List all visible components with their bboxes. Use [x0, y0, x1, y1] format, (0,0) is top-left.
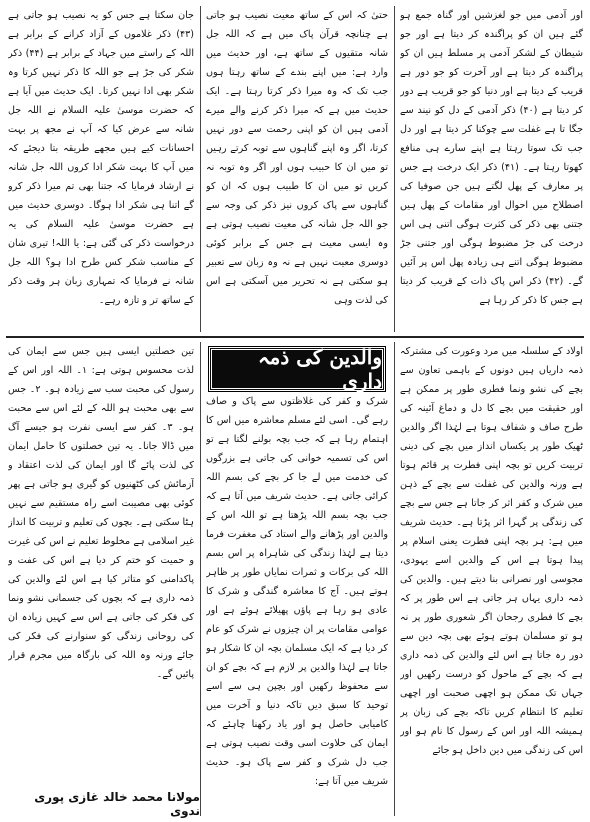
author-byline: مولانا محمد خالد غازی پوری ندوی — [34, 790, 200, 818]
bottom-column-left — [8, 342, 194, 786]
top-column-right — [400, 6, 583, 332]
bottom-column-middle — [206, 392, 388, 816]
top-column-middle — [206, 6, 388, 332]
column-divider — [200, 342, 201, 816]
top-column-middle-text: حتیٰ کہ اس کے ساتھ معیت نصیب ہو جاتی ہے چنانچہ قرآن پاک میں ہے کہ اللہ جل شانہ متقیوں کے ساتھ ہے، اور حدیث میں وارد ہے: میں اپنے بندے کے ساتھ رہتا ہوں جب تک کہ وہ میرا ذکر کرتا رہتا ہے۔ ایک حدیث میں ہے کہ میرا ذکر کرنے والے میرے آدمی ہیں ان کو اپنی رحمت سے دور نہیں کرتا، اگر وہ اپنے گناہوں سے توبہ کرتے رہیں تو میں ان کا حبیب ہوں اور اگر وہ توبہ نہ کریں تو میں ان کا طبیب ہوں کہ ان کو گناہوں سے پاک کروں نیز ذکر کی وجہ سے جو اللہ جل شانہ کی معیت نصیب ہوتی ہے وہ ایسی معیت ہے جس کے برابر کوئی دوسری معیت نہیں ہے نہ وہ زبان سے تعبیر ہو سکتی ہے نہ تحریر میں آسکتی ہے اس کی لذت وہی — [206, 10, 388, 306]
article-separator — [6, 336, 584, 338]
bottom-column-middle-text: شرک و کفر کی غلاظتوں سے پاک و صاف رہے گی۔ اسی لئے مسلم معاشرہ میں اس کا اہتمام رہا ہے کہ جب بچہ بولنے لگتا ہے تو اس کی تسمیہ خوانی کی جاتی ہے بزرگوں کی خدمت میں لے جا کر بچے کی بسم اللہ کرائی جاتی ہے۔ حدیث شریف میں آتا ہے کہ جب بچہ بسم اللہ پڑھتا ہے تو اللہ اس کے والدین اور پڑھانے والے استاد کی مغفرت فرما دیتا ہے لہٰذا زندگی کی شاہراہ پر اس بسم اللہ کی برکات و ثمرات نمایاں طور پر ظاہر ہوتے ہیں۔ آج کا معاشرہ گندگی و شرک کا عادی ہو رہا ہے پاؤں پھیلائے ہوئے ہے اور عوامی مقامات پر ان چیزوں نے شرک کو عام کر دیا ہے کہ ایک مسلمان بچہ ان کا شکار ہو جاتا ہے لہٰذا والدین پر لازم ہے کہ بچے کو ان سے محفوظ رکھیں اور بچپن ہی سے اسے توحید کا سبق دیں تاکہ دنیا و آخرت میں کامیابی حاصل ہو اور یاد رکھنا چاہئے کہ ایمان کی حلاوت اسی وقت نصیب ہوتی ہے جب دل شرک و کفر سے پاک ہو۔ حدیث شریف میں آتا ہے: — [206, 396, 388, 787]
column-divider — [394, 6, 395, 332]
bottom-column-left-text: تین خصلتیں ایسی ہیں جس سے ایمان کی لذت محسوس ہوتی ہے: ۱۔ اللہ اور اس کے رسول کی محبت سب سے زیادہ ہو۔ ۲۔ جس سے بھی محبت ہو اللہ کے لئے اس سے محبت ہو۔ ۳۔ کفر سے ایسی نفرت ہو جیسے آگ میں ڈالا جانا۔ یہ تین خصلتوں کا حامل ایمان کی لذت پائے گا اور ایمان کی لذت اعتقاد و آزمائش کی کٹھنیوں کو گیری ہو جاتی ہے پھر کوئی بھی مصیبت اسے راہ مستقیم سے نہیں ہٹا سکتی ہے۔ بچوں کی تعلیم و تربیت کا انداز غیر اسلامی ہے مخلوط تعلیم نے اس کی غیرت و حمیت کو ختم کر دیا ہے اس کی عفت و پاکدامنی کو متاثر کیا ہے اس لئے والدین کی ذمہ داری ہے کہ بچوں کی جسمانی نشو ونما کی فکر کی جاتی ہے اس سے کہیں زیادہ ان کی روحانی زندگی کو سنوارنے کی فکر کی جائے ورنہ وہ اللہ کی بارگاہ میں مجرم قرار پائیں گے۔ — [8, 346, 194, 680]
top-column-left-text: جان سکتا ہے جس کو یہ نصیب ہو جاتی ہے (۴۳) ذکر غلاموں کے آزاد کرانے کے برابر ہے اللہ کے راستے میں جہاد کے برابر ہے (۴۴) ذکر شکر کی جڑ ہے جو اللہ کا ذکر نہیں کرتا وہ شکر بھی ادا نہیں کرتا۔ ایک حدیث میں آیا ہے کہ حضرت موسیٰ علیہ السلام نے اللہ جل شانہ سے عرض کیا کہ آپ نے مجھ پر بہت احسانات کیے ہیں مجھے طریقہ بتا دیجئے کہ میں آپ کا بہت شکر ادا کروں اللہ جل شانہ نے ارشاد فرمایا کہ جتنا بھی تم میرا ذکر کرو گے اتنا ہی شکر ادا ہوگا۔ دوسری حدیث میں ہے حضرت موسیٰ علیہ السلام کی یہ درخواست ذکر کی گئی ہے: یا اللہ! تیری شان کے مناسب شکر کس طرح ادا ہو؟ اللہ جل شانہ نے فرمایا کہ تمہاری زبان ہر وقت ذکر کے ساتھ تر و تازہ رہے۔ — [8, 10, 194, 306]
column-divider — [394, 342, 395, 816]
top-column-left — [8, 6, 194, 332]
article-title: والدین کی ذمہ داری — [257, 345, 382, 393]
bottom-column-right-text: اولاد کے سلسلہ میں مرد وعورت کی مشترکہ ذمہ داریاں ہیں دونوں کے باہمی تعاون سے بچے کی نشو ونما فطری طور پر ممکن ہے اور حقیقت میں بچے کا دل و دماغ آئینہ کی طرح صاف و شفاف ہوتا ہے لہٰذا اگر والدین ٹھیک طور پر یکساں انداز میں بچے کی دینی تربیت کریں تو بچہ اپنی فطرت پر قائم ہوتا ہے ورنہ والدین کی غفلت سے بچے کے ذہن میں شرک و کفر اثر کر جاتا ہے جس سے بچے کی زندگی پر گہرا اثر پڑتا ہے۔ حدیث شریف میں ہے: ہر بچہ اپنی فطرت یعنی اسلام پر پیدا ہوتا ہے اس کے والدین اسے یہودی، مجوسی اور نصرانی بنا دیتے ہیں۔ والدین کی ذمہ داری یہاں ہر جاتی ہے اس طور پر کہ بچے کا فطری رجحان اگر شعوری طور پر نہ ہو تو مسلمان ہوتے ہوئے بھی بچہ دین سے دور رہ جاتا ہے اس لئے والدین کی ذمہ داری ہے کہ بچے کے ماحول کو درست رکھیں اور جہاں تک ممکن ہو اچھی صحبت اور اچھی تعلیم کا انتظام کریں تاکہ بچے کی زبان پر ہمیشہ اللہ اور اس کے رسول کا نام ہو اور اس کی زندگی میں دین داخل ہو جائے — [400, 346, 583, 756]
column-divider — [200, 6, 201, 332]
article-title-banner — [209, 347, 385, 391]
top-column-right-text: اور آدمی میں جو لغزشیں اور گناہ جمع ہو گئے ہیں ان کو پراگندہ کر دیتا ہے اور جو شیطان کے لشکر آدمی پر مسلط ہیں ان کو پراگندہ کر دیتا ہے اور آخرت کو جو دور ہے قریب کے دیتا ہے اور دنیا کو جو قریب ہے دور کر دیتا ہے (۴۰) ذکر آدمی کے دل کو نیند سے جگا تا ہے غفلت سے چوکنا کر دیتا ہے اور دل جب تک سوتا رہتا ہے اپنے سارے ہی منافع کھوتا رہتا ہے۔ (۴۱) ذکر ایک درخت ہے جس پر معارف کے پھل لگتے ہیں جن صوفیا کی اصطلاح میں احوال اور مقامات کے پھل ہیں جتنی بھی ذکر کی کثرت ہوگی اتنی ہی اس درخت کی جڑ مضبوط ہوگی اور جتنی جڑ مضبوط ہوگی اتنے ہی زیادہ پھل اس پر آئیں گے۔ (۴۲) ذکر اس پاک ذات کے قریب کر دیتا ہے جس کا ذکر کر رہا ہے — [400, 10, 583, 306]
bottom-column-right — [400, 342, 583, 816]
